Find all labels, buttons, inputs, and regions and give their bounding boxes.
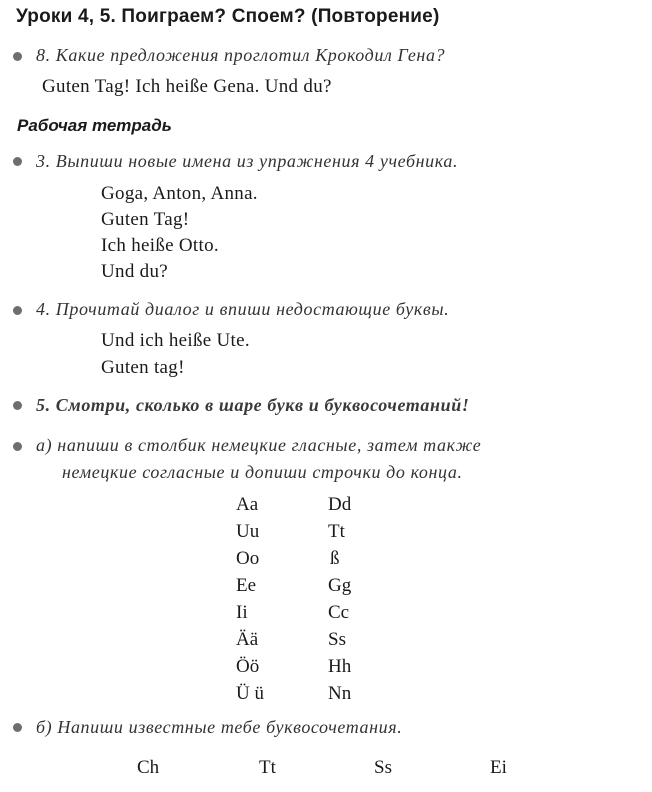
- workbook-heading: Рабочая тетрадь: [17, 116, 172, 135]
- ex5b-task: б) Напиши известные тебе буквосочетания.: [36, 717, 403, 737]
- vowel: Ee: [236, 575, 257, 596]
- ex4-line: Guten tag!: [101, 357, 185, 378]
- vowel: Uu: [236, 521, 260, 542]
- bullet-icon: [13, 723, 22, 732]
- ex5a-task-line1: а) напиши в столбик немецкие гласные, затем также: [36, 435, 482, 455]
- consonant: Nn: [328, 683, 352, 704]
- bullet-icon: [13, 157, 22, 166]
- vowel: Oo: [236, 548, 260, 569]
- vowel: Ää: [236, 629, 259, 650]
- bullet-icon: [13, 52, 22, 61]
- consonant: Tt: [328, 521, 345, 542]
- ex3-line: Ich heiße Otto.: [101, 235, 219, 256]
- letter-combination: Ch: [137, 757, 160, 778]
- bullet-icon: [13, 401, 22, 410]
- letter-combination: Ss: [374, 757, 392, 778]
- bullet-icon: [13, 306, 22, 315]
- consonant: Hh: [328, 656, 352, 677]
- consonant: Cc: [328, 602, 350, 623]
- ex5a-task-line2: немецкие согласные и допиши строчки до конца.: [62, 462, 463, 482]
- letter-combination: Tt: [259, 757, 276, 778]
- ex3-line: Und du?: [101, 261, 169, 282]
- consonant: Ss: [328, 629, 346, 650]
- ex4-line: Und ich heiße Ute.: [101, 330, 250, 351]
- consonant: ß: [330, 548, 340, 569]
- ex3-line: Goga, Anton, Anna.: [101, 183, 258, 204]
- vowel: Aa: [236, 494, 259, 515]
- vowel: Öö: [236, 656, 260, 677]
- ex8-task: 8. Какие предложения проглотил Крокодил Гена?: [36, 45, 446, 65]
- letter-combination: Ei: [490, 757, 507, 778]
- bullet-icon: [13, 442, 22, 451]
- vowel: Ii: [236, 602, 248, 623]
- ex5-task: 5. Смотри, сколько в шаре букв и буквосочетаний!: [36, 395, 470, 415]
- ex4-task: 4. Прочитай диалог и впиши недостающие буквы.: [36, 299, 450, 319]
- consonant: Dd: [328, 494, 352, 515]
- vowel: Ü ü: [236, 683, 264, 704]
- ex8-answer: Guten Tag! Ich heiße Gena. Und du?: [42, 76, 332, 97]
- ex3-line: Guten Tag!: [101, 209, 190, 230]
- page-title: Уроки 4, 5. Поиграем? Споем? (Повторение): [16, 6, 440, 27]
- ex3-task: 3. Выпиши новые имена из упражнения 4 учебника.: [36, 151, 459, 171]
- consonant: Gg: [328, 575, 352, 596]
